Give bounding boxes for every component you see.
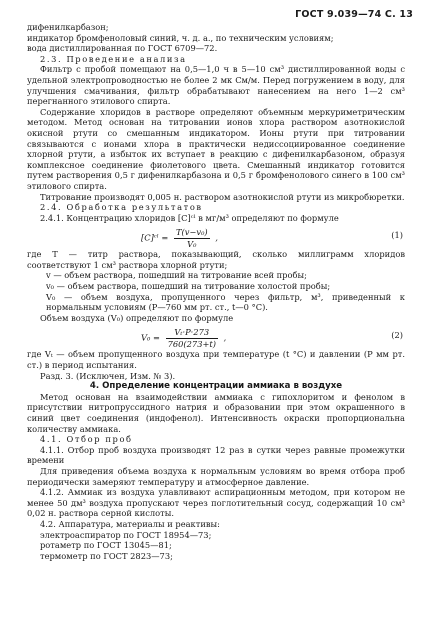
equipment-item: термометр по ГОСТ 2823—73;: [40, 550, 173, 561]
paragraph: Метод основан на взаимодействии аммиака с гипохлоритом и фенолом в присутствии нитропруссидного натрия и образовании при этом окрашенного в синий цвет соединения (индофенол). Интенсивность окраски пропорциональна количеству аммиака.: [27, 391, 405, 434]
amendment-note: Разд. 3. (Исключен, Изм. № 3).: [40, 370, 176, 381]
paragraph: 4.1.2. Аммиак из воздуха улавливают аспирационным методом, при котором не менее 50 дм³ воздуха пропускают через поглотительный сосуд, содержащий 10 см³ 0,02 н. раствора серной кислоты.: [27, 487, 405, 519]
paragraph: Содержание хлоридов в растворе определяют объемным меркуриметрическим методом. Метод основан на титровании ионов хлора раствором азотнокислой окисной ртути со смешанным индикатором. Ионы ртути при титровании связываются с ионами хлора в практически недиссоциированное соединение хлорной ртути, а избыток их вступает в реакцию с дифенилкарбазоном, образуя комплексное соединение фиолетового цвета. Смешанный индикатор готовится путем растворения 0,5 г дифенилкарбазона и 0,5 г бромфенолового синего в 100 см³ этилового спирта.: [27, 106, 405, 191]
definition: где Vₜ — объем пропущенного воздуха при температуре (t °С) и давлении (P мм рт. ст.) в период испытания.: [27, 349, 405, 371]
section-2-3-title: 2.3. Проведение анализа: [40, 53, 187, 64]
formula-1: [27, 223, 405, 249]
intro-line: вода дистиллированная по ГОСТ 6709—72.: [27, 43, 218, 54]
document-body: [27, 22, 405, 561]
paragraph: 2.4.1. Концентрацию хлоридов [C]ᶜˡ в мг/м³ определяют по формуле: [40, 212, 339, 223]
paragraph: Фильтр с пробой помещают на 0,5—1,0 ч в 5—10 см³ дистиллированной воды с удельной электропроводностью не более 2 мк См/м. Перед погружением в воду, для улучшения смачивания, фильтр обрабатывают нанесением на него 1—2 см³ перегнанного этилового спирта.: [27, 64, 405, 107]
section-2-4-title: 2.4. Обработка результатов: [40, 202, 203, 213]
formula-1-fraction: [174, 227, 210, 249]
formula-2-tail: ,: [223, 333, 227, 344]
formula-1-numerator: T(v−v₀): [176, 227, 208, 238]
formula-1-lhs: [C]ᶜˡ =: [141, 232, 169, 243]
formula-2-numerator: Vₜ·P·273: [166, 327, 218, 339]
definition: где T — титр раствора, показывающий, сколько миллиграмм хлоридов соответствуют 1 см³ раствора хлорной ртути;: [27, 249, 405, 270]
paragraph: 4.1.1. Отбор проб воздуха производят 12 раз в сутки через равные промежутки времени: [27, 444, 405, 466]
equipment-item: электроаспиратор по ГОСТ 18954—73;: [40, 529, 212, 540]
paragraph: Титрование производят 0,005 н. раствором азотнокислой ртути из микробюретки.: [40, 191, 405, 202]
definition: V₀ — объем воздуха, пропущенного через фильтр, м³, приведенный к нормальным условиям (P—760 мм рт. ст., t—0 °С).: [46, 291, 405, 313]
formula-2-expression: [141, 327, 226, 349]
formula-2-denominator: 760(273+t): [167, 339, 216, 350]
formula-2-lhs: V₀ =: [141, 333, 160, 344]
formula-2: [27, 323, 405, 349]
formula-1-denominator: V₀: [187, 238, 197, 249]
definition: v₀ — объем раствора, пошедший на титрование холостой пробы;: [46, 281, 331, 292]
section-4-2-title: 4.2. Аппаратура, материалы и реактивы:: [40, 518, 220, 529]
paragraph: Для приведения объема воздуха к нормальным условиям во время отбора проб периодически замеряют температуру и атмосферное давление.: [27, 465, 405, 487]
intro-line: индикатор бромфеноловый синий, ч. д. а., по техническим условиям;: [27, 32, 334, 43]
page-header: ГОСТ 9.039—74 С. 13: [295, 9, 413, 20]
intro-line: дифенилкарбазон;: [27, 22, 109, 32]
section-4-1-title: 4.1. Отбор проб: [40, 434, 133, 445]
formula-1-tail: ,: [215, 232, 218, 243]
equipment-item: ротаметр по ГОСТ 13045—81;: [40, 540, 172, 551]
formula-2-fraction: [166, 327, 218, 349]
definition: v — объем раствора, пошедший на титрование всей пробы;: [46, 270, 307, 281]
formula-1-expression: [141, 227, 218, 249]
formula-2-number: (2): [391, 330, 403, 341]
formula-1-number: (1): [391, 230, 403, 241]
section-4-title: 4. Определение концентрации аммиака в воздухе: [89, 381, 343, 392]
paragraph: Объем воздуха (V₀) определяют по формуле: [40, 312, 234, 323]
